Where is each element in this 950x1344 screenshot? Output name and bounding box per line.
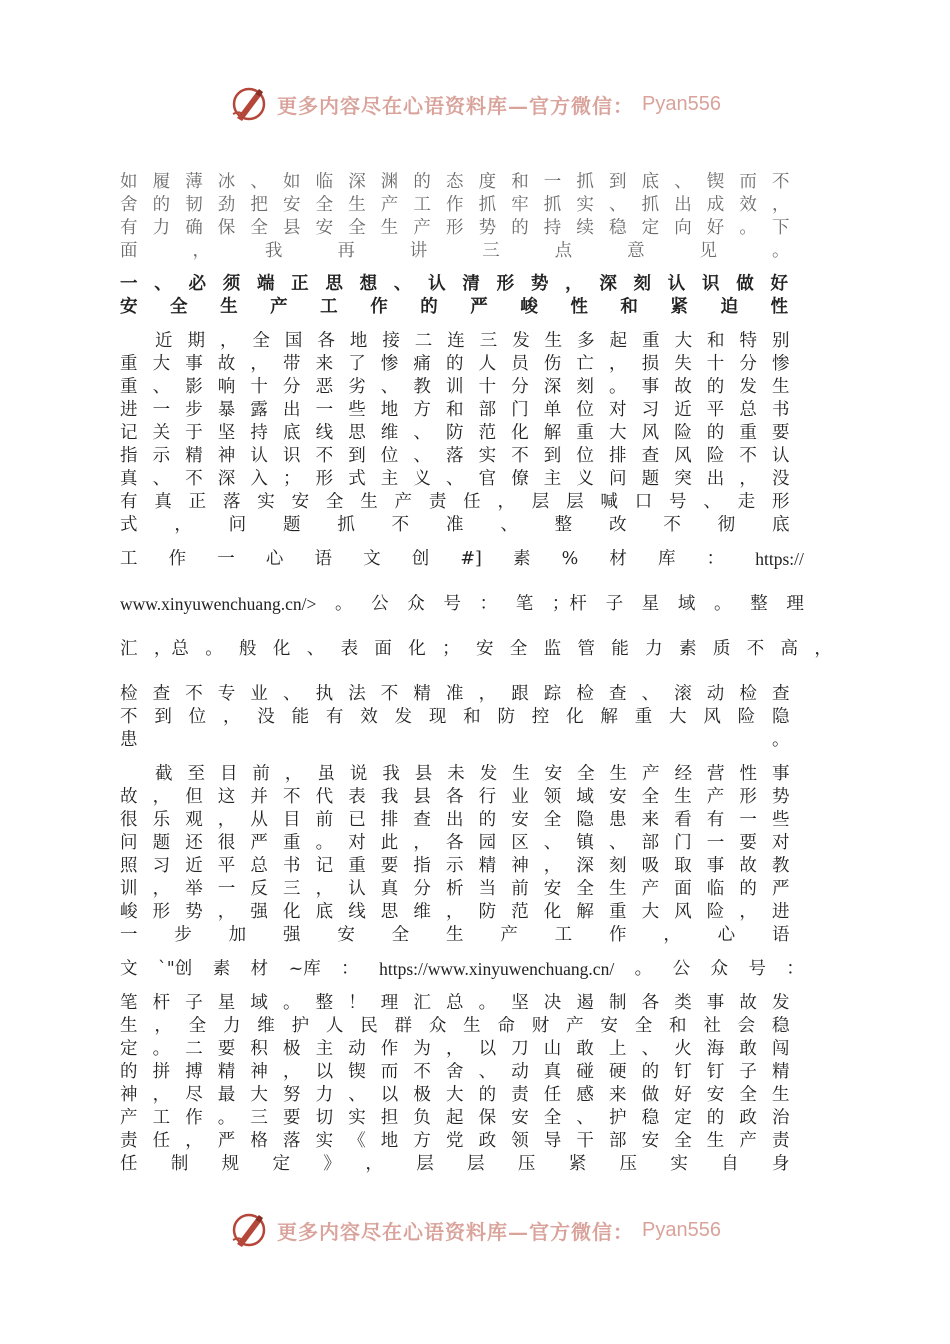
url-link[interactable]: https://www.xinyuwenchuang.cn/ bbox=[379, 959, 615, 979]
paragraph-2: 检查不专业、执法不精准，跟踪检查、滚动检查不到位，没能有效发现和防控化解重大风险隐患。 bbox=[120, 684, 804, 750]
token: 库 bbox=[658, 549, 676, 569]
token: 公 bbox=[672, 959, 691, 979]
token: ： bbox=[479, 594, 498, 614]
token: 工 bbox=[120, 549, 138, 569]
token: 。 bbox=[634, 959, 653, 979]
token: 素 bbox=[212, 959, 231, 979]
token: ，总 bbox=[153, 639, 189, 659]
token: 理 bbox=[786, 594, 804, 614]
token: 子 bbox=[605, 594, 624, 614]
token: 高 bbox=[780, 639, 799, 659]
token: 众 bbox=[407, 594, 425, 614]
token: 能 bbox=[611, 639, 629, 659]
token: 汇 bbox=[120, 639, 138, 659]
token: 化 bbox=[408, 639, 426, 659]
pen-logo-icon bbox=[229, 1210, 269, 1250]
url-link[interactable]: https:// bbox=[755, 549, 804, 569]
token: 素 bbox=[679, 639, 697, 659]
token: 力 bbox=[645, 639, 663, 659]
token: #] bbox=[460, 549, 482, 569]
token: ~库 bbox=[288, 959, 321, 979]
token: 众 bbox=[710, 959, 729, 979]
header-banner bbox=[0, 82, 950, 126]
token: 号 bbox=[748, 959, 766, 979]
document-body bbox=[120, 171, 832, 1176]
token: 般 bbox=[239, 639, 257, 659]
banner-text: 更多内容尽在心语资料库—官方微信： bbox=[277, 1219, 635, 1244]
token: 。 bbox=[205, 639, 223, 659]
token: 语 bbox=[314, 549, 332, 569]
watermark-line-d bbox=[120, 958, 804, 981]
token: 表 bbox=[340, 639, 359, 659]
watermark-line-c bbox=[120, 638, 832, 661]
token: 一 bbox=[217, 549, 235, 569]
token: 全 bbox=[509, 639, 528, 659]
token: 管 bbox=[577, 639, 595, 659]
token: 整 bbox=[750, 594, 768, 614]
token: 化 bbox=[272, 639, 291, 659]
intro-paragraph: 如履薄冰、如临深渊的态度和一抓到底、锲而不舍的韧劲把安全生产工作抓牢抓实、抓出成效，有力确保全县安全生产形势的持续稳定向好。下面，我再讲三点意见。 bbox=[120, 172, 804, 261]
token: 。 bbox=[334, 594, 353, 614]
token: 心 bbox=[265, 549, 284, 569]
token: % bbox=[561, 549, 579, 569]
token: 面 bbox=[374, 639, 392, 659]
paragraph-3: 截至目前，虽说我县未发生安全生产经营性事故，但这并不代表我县各行业领域安全生产形势很乐观，从目前已排查出的安全隐患来看有一些问题还很严重。对此，各园区、镇、部门一要对照习近平总书记重要指示精神，深刻吸取事故教训，举一反三，认真分析当前安全生产面临的严峻形势，强化底线思维，防范化解重大风险，进一步加强安全生产工作，心语 bbox=[120, 764, 804, 945]
token: 、 bbox=[306, 639, 325, 659]
token: 文 bbox=[363, 549, 381, 569]
token: ； bbox=[442, 639, 460, 659]
token: ： bbox=[341, 959, 359, 979]
token: 不 bbox=[746, 639, 765, 659]
token: 。 bbox=[714, 594, 732, 614]
token: 星 bbox=[641, 594, 660, 614]
token: 材 bbox=[250, 959, 269, 979]
footer-banner bbox=[0, 1208, 950, 1252]
token: 公 bbox=[371, 594, 389, 614]
token: 监 bbox=[543, 639, 562, 659]
token: 文 bbox=[120, 959, 138, 979]
watermark-line-a bbox=[120, 548, 804, 571]
watermark-line-b bbox=[120, 593, 804, 616]
token: ；杆 bbox=[551, 594, 587, 614]
url-link[interactable]: www.xinyuwenchuang.cn/> bbox=[120, 594, 317, 614]
paragraph-4: 笔杆子星域。整！理汇总。坚决遏制各类事故发生，全力维护人民群众生命财产安全和社会稳定。二要积极主动作为，以刀山敢上、火海敢闯的拼搏精神，以锲而不舍、动真碰硬的钉钉子精神，尽最大努力、以极大的责任感来做好安全生产工作。三要切实担负起保安全、护稳定的政治责任，严格落实《地方党政领导干部安全生产责任制规定》，层层压紧压实自身 bbox=[120, 993, 804, 1174]
token: 域 bbox=[677, 594, 696, 614]
section-heading: 一、必须端正思想、认清形势，深刻认识做好安全生产工作的严峻性和紧迫性 bbox=[120, 274, 804, 317]
token: 笔 bbox=[515, 594, 534, 614]
token: 号 bbox=[443, 594, 461, 614]
token: 作 bbox=[168, 549, 187, 569]
token: ： bbox=[706, 549, 725, 569]
banner-wechat-id: Pyan556 bbox=[642, 1218, 721, 1241]
paragraph-1: 近期，全国各地接二连三发生多起重大和特别重大事故，带来了惨痛的人员伤亡，损失十分惨重、影响十分恶劣、教训十分深刻。事故的发生进一步暴露出一些地方和部门单位对习近平总书记关于坚持底线思维、防范化解重大风险的重要指示精神认识不到位、落实不到位排查风险不认真、不深入；形式主义、官僚主义问题突出，没有真正落实安全生产责任，层层喊口号、走形式，问题抓不准、整改不彻底 bbox=[120, 331, 804, 535]
token: 质 bbox=[712, 639, 731, 659]
token: ： bbox=[786, 959, 804, 979]
token: 创 bbox=[411, 549, 430, 569]
token: 材 bbox=[609, 549, 627, 569]
banner-text: 更多内容尽在心语资料库—官方微信： bbox=[277, 93, 635, 118]
token: 素 bbox=[513, 549, 531, 569]
token: ， bbox=[814, 639, 832, 659]
token: 安 bbox=[475, 639, 494, 659]
banner-wechat-id: Pyan556 bbox=[642, 92, 721, 115]
token: `"创 bbox=[157, 959, 193, 979]
pen-logo-icon bbox=[229, 84, 269, 124]
